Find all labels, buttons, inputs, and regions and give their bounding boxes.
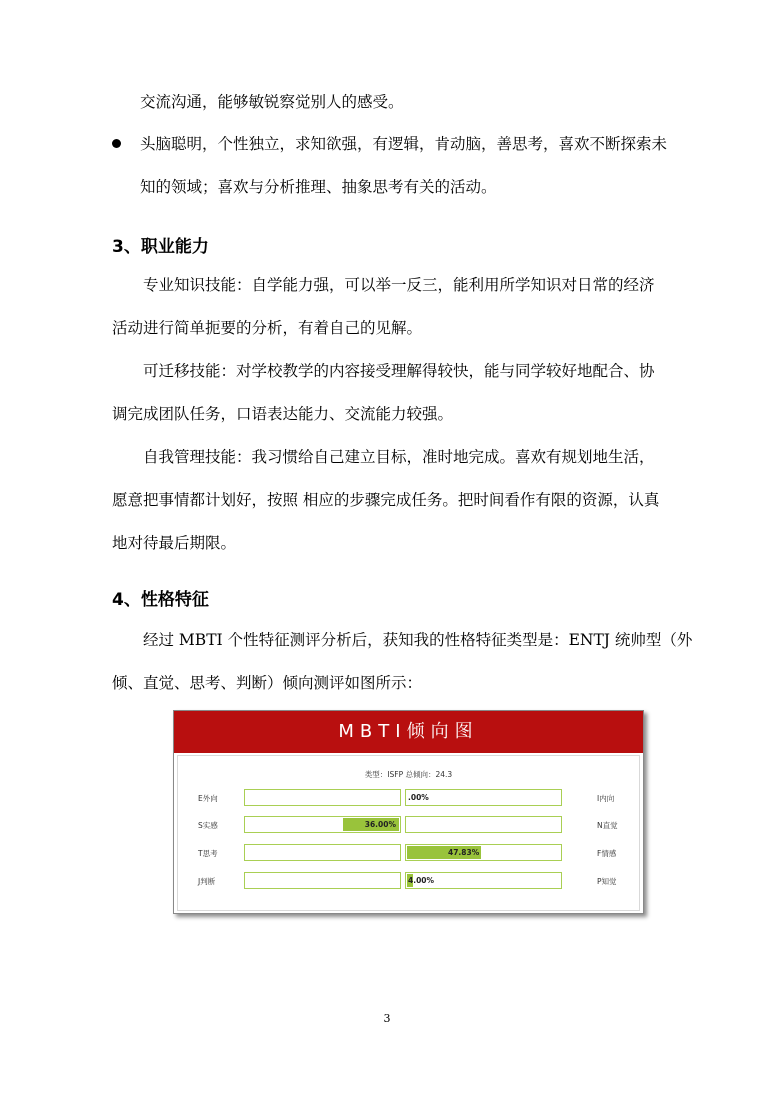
left-label-1: S实感 (198, 821, 218, 830)
bullet-icon (112, 139, 121, 148)
page-number: 3 (383, 1012, 391, 1025)
right-label-2: F情感 (597, 849, 617, 858)
paragraph-3-line-1: 自我管理技能：我习惯给自己建立目标，准时地完成。喜欢有规划地生活， (143, 448, 655, 466)
chart-title: MBTI倾向图 (174, 711, 643, 753)
paragraph-3-line-3: 地对待最后期限。 (112, 534, 237, 552)
bar-value-label-2: 47.83% (448, 848, 480, 857)
paragraph-2-line-1: 可迁移技能：对学校教学的内容接受理解得较快，能与同学较好地配合、协 (143, 362, 655, 380)
paragraph-1-line-1: 专业知识技能：自学能力强，可以举一反三，能利用所学知识对日常的经济 (143, 276, 655, 294)
chart-subtitle: 类型：ISFP 总倾向：24.3 (364, 770, 453, 779)
bar-value-label-3: 4.00% (408, 876, 435, 885)
paragraph-3-line-2: 愿意把事情都计划好，按照 相应的步骤完成任务。把时间看作有限的资源，认真 (112, 491, 660, 509)
bar-track-left-1 (244, 816, 401, 833)
mbti-chart (173, 710, 644, 914)
bar-track-left-3 (244, 872, 401, 889)
paragraph-1-line-2: 活动进行简单扼要的分析，有着自己的见解。 (112, 319, 423, 337)
left-label-3: J判断 (198, 877, 216, 886)
bar-value-label-1: 36.00% (364, 820, 396, 829)
bar-track-right-3 (405, 872, 562, 889)
bar-value-label-0: .00% (408, 793, 429, 802)
bar-track-right-2 (405, 844, 562, 861)
bar-track-right-0 (405, 789, 562, 806)
section-heading-4: 4、性格特征 (112, 590, 209, 610)
right-label-3: P知觉 (597, 877, 617, 886)
body-line-1: 交流沟通，能够敏锐察觉别人的感受。 (140, 93, 404, 111)
bar-track-left-2 (244, 844, 401, 861)
body-line-2: 头脑聪明，个性独立，求知欲强，有逻辑，肯动脑，善思考，喜欢不断探索未 (140, 135, 668, 153)
left-label-0: E外向 (198, 794, 218, 803)
paragraph-4-line-2: 倾、直觉、思考、判断）倾向测评如图所示： (112, 674, 423, 692)
right-label-0: I内向 (597, 794, 615, 803)
paragraph-4-line-1: 经过 MBTI 个性特征测评分析后，获知我的性格特征类型是：ENTJ 统帅型（外 (143, 631, 693, 649)
section-heading-3: 3、职业能力 (112, 237, 209, 257)
paragraph-2-line-2: 调完成团队任务，口语表达能力、交流能力较强。 (112, 405, 454, 423)
right-label-1: N直觉 (597, 821, 618, 830)
bar-track-right-1 (405, 816, 562, 833)
left-label-2: T思考 (198, 849, 218, 858)
body-line-3: 知的领域；喜欢与分析推理、抽象思考有关的活动。 (140, 178, 497, 196)
bar-track-left-0 (244, 789, 401, 806)
